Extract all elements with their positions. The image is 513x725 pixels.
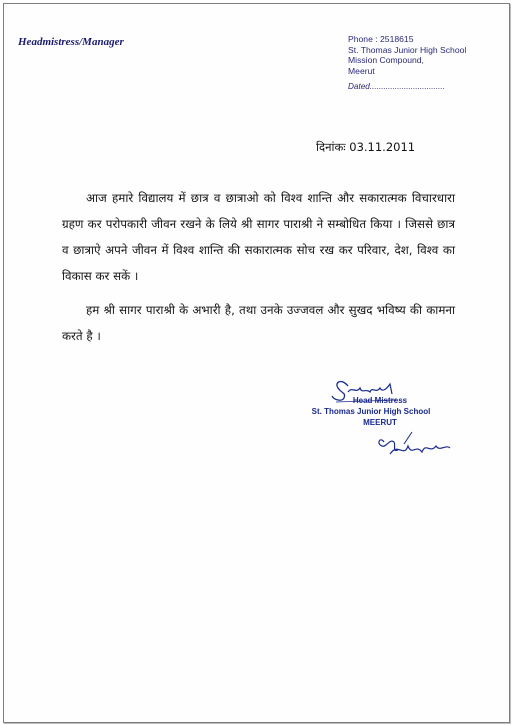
body-paragraph-2: हम श्री सागर पाराश्री के अभारी है, तथा उनके उज्जवल और सुखद भविष्य की कामना करते है ।: [62, 303, 455, 343]
letterhead-role: Headmistress/Manager: [18, 36, 124, 48]
letterhead-phone: Phone : 2518615: [348, 34, 414, 44]
letter-body: [62, 185, 455, 357]
body-paragraph-1: आज हमारे विद्यालय में छात्र व छात्राओ को विश्व शान्ति और सकारात्मक विचारधारा ग्रहण कर परोपकारी जीवन रखने के लिये श्री सागर पाराश्री ने सम्बोधित किया । जिससे छात्र व छात्राऐ अपने जीवन में विश्व शान्ति की सकारात्मक सोच रख कर परिवार, देश, विश्व का विकास कर सकें ।: [62, 191, 455, 283]
stamp-title: Head Mistress: [352, 396, 408, 405]
stamp-text: [296, 395, 446, 428]
stamp-school: St. Thomas Junior High School: [311, 407, 431, 416]
signature-stamp: [286, 372, 486, 472]
letterhead-address-line2: Meerut: [348, 65, 375, 76]
letterhead-dated: Dated.................................: [348, 82, 445, 92]
letter-page: [3, 3, 510, 723]
letterhead-contact: [348, 34, 508, 93]
stamp-city: MEERUT: [363, 418, 397, 427]
letterhead-address-line1: Mission Compound,: [348, 55, 424, 66]
letter-date: दिनांकः 03.11.2011: [316, 140, 416, 154]
letterhead-school: St. Thomas Junior High School: [348, 44, 467, 55]
